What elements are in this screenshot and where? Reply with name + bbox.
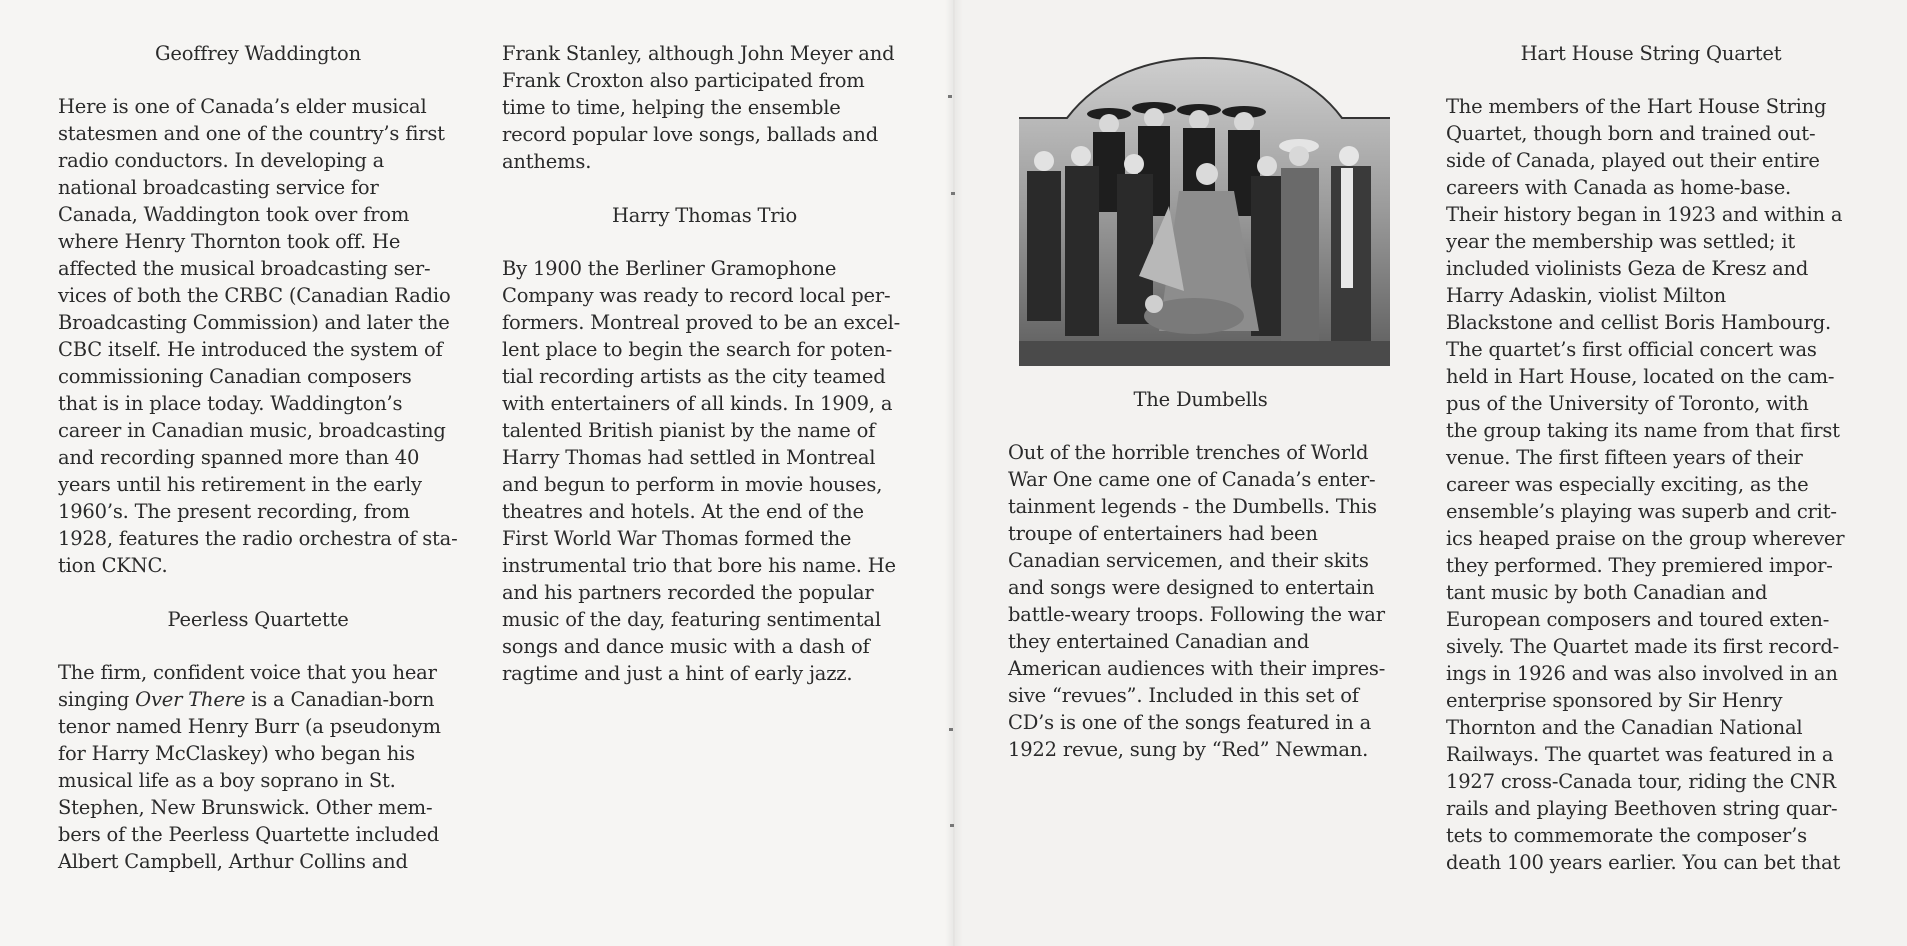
paragraph-peerless-quartette	[58, 659, 458, 875]
song-title-over-there: Over There	[135, 688, 246, 711]
column-the-dumbells	[1008, 388, 1403, 763]
paragraph-peerless-continued: Frank Stanley, although John Meyer and Frank Croxton also participated from time to time, helping the ensemble record popular love songs, ballads and anthems.	[502, 42, 895, 173]
scan-speck	[949, 728, 953, 731]
section-heading-hart-house-string-quartet: Hart House String Quartet	[1520, 42, 1782, 65]
paragraph-peerless-part1: The firm, confident voice that you hear singing	[58, 661, 437, 711]
dumbells-group-photo-image	[1019, 56, 1390, 366]
paragraph-hart-house-string-quartet: The members of the Hart House String Quartet, though born and trained out- side of Canada, played out their entire careers with Canada as home-base. Their history began in 1923 and within a year the membership was settled; it included violinists Geza de Kresz and Harry Adaskin, violist Milton Blackstone and cellist Boris Hambourg. The quartet’s first official concert was held in Hart House, located on the cam- pus of the University of Toronto, with the group taking its name from that first venue. The first fifteen years of their career was especially exciting, as the ensemble’s playing was superb and crit- ics heaped praise on the group wherever they performed. They premiered impor- tant music by both Canadian and European composers and toured exten- sively. The Quartet made its first record- ings in 1926 and was also involved in an enterprise sponsored by Sir Henry Thornton and the Canadian National Railways. The quartet was featured in a 1927 cross-Canada tour, riding the CNR rails and playing Beethoven string quar- tets to commemorate the composer’s death 100 years earlier. You can bet that	[1446, 95, 1845, 874]
paragraph-waddington: Here is one of Canada’s elder musical statesmen and one of the country’s first radio conductors. In developing a national broadcasting service for Canada, Waddington took over from where Henry Thornton took off. He affected the musical broadcasting ser- vices of both the CRBC (Canadian Radio Broadcasting Commission) and later the CBC itself. He introduced the system of commissioning Canadian composers that is in place today. Waddington’s career in Canadian music, broadcasting and recording spanned more than 40 years until his retirement in the early 1960’s. The present recording, from 1928, features the radio orchestra of sta- tion CKNC.	[58, 95, 458, 577]
column-geoffrey-waddington	[58, 40, 458, 875]
scan-speck	[948, 95, 952, 98]
scan-speck	[951, 192, 955, 195]
book-gutter	[945, 0, 963, 946]
section-heading-peerless-quartette: Peerless Quartette	[167, 608, 349, 631]
paragraph-harry-thomas-trio: By 1900 the Berliner Gramophone Company was ready to record local per- formers. Montreal proved to be an excel- lent place to begin the search for poten- tial recording artists as the city teamed with entertainers of all kinds. In 1909, a talented British pianist by the name of Harry Thomas had settled in Montreal and begun to perform in movie houses, theatres and hotels. At the end of the First World War Thomas formed the instrumental trio that bore his name. He and his partners recorded the popular music of the day, featuring sentimental songs and dance music with a dash of ragtime and just a hint of early jazz.	[502, 257, 901, 685]
paragraph-the-dumbells: Out of the horrible trenches of World War One came one of Canada’s enter- tainment legends - the Dumbells. This troupe of entertainers had been Canadian servicemen, and their skits and songs were designed to entertain battle-weary troops. Following the war they entertained Canadian and American audiences with their impres- sive “revues”. Included in this set of CD’s is one of the songs featured in a 1922 revue, sung by “Red” Newman.	[1008, 441, 1386, 761]
photo-caption-the-dumbells: The Dumbells	[1133, 388, 1268, 411]
paragraph-peerless-part2: is a Canadian-born tenor named Henry Burr (a pseudonym for Harry McClaskey) who began his musical life as a boy soprano in St. Stephen, New Brunswick. Other mem- bers of the Peerless Quartette included Albert Campbell, Arthur Collins and	[58, 688, 441, 873]
section-heading-geoffrey-waddington: Geoffrey Waddington	[155, 42, 361, 65]
column-hart-house	[1446, 40, 1856, 876]
column-harry-thomas	[502, 40, 907, 687]
section-heading-harry-thomas-trio: Harry Thomas Trio	[611, 204, 798, 227]
scan-speck	[950, 824, 954, 827]
dumbells-photo	[1019, 56, 1390, 366]
